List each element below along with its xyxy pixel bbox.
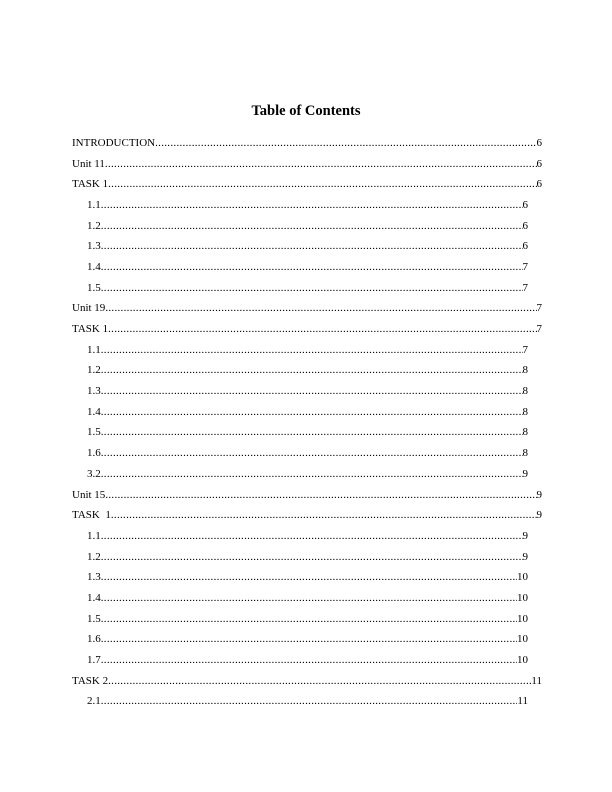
toc-entry-page-number: 10 (517, 591, 528, 604)
toc-entry-label: 1.3 (87, 385, 101, 398)
toc-entry-page-number: 10 (517, 612, 528, 625)
toc-entry-page-number: 6 (536, 136, 542, 149)
toc-entry[interactable] (72, 609, 542, 630)
toc-entry[interactable] (72, 692, 542, 713)
toc-entry[interactable] (72, 174, 542, 195)
toc-entry-label: 1.5 (87, 281, 101, 294)
toc-entry[interactable] (72, 361, 542, 382)
toc-entry[interactable] (72, 588, 542, 609)
toc-entry-page-number: 6 (522, 219, 528, 232)
toc-entry-label: 1.3 (87, 240, 101, 253)
dot-leader (101, 220, 523, 233)
dot-leader (101, 551, 523, 564)
toc-entry-page-number: 10 (517, 571, 528, 584)
toc-entry-label: Unit 11 (72, 157, 105, 170)
dot-leader (105, 302, 536, 315)
toc-entry-page-number: 10 (517, 654, 528, 667)
dot-leader (155, 137, 536, 150)
toc-entry[interactable] (72, 216, 542, 237)
toc-entry-page-number: 7 (536, 323, 542, 336)
dot-leader (105, 158, 537, 171)
toc-entry-page-number: 8 (522, 364, 528, 377)
toc-entry-page-number: 11 (517, 695, 528, 708)
toc-entry-label: TASK 1 (72, 178, 109, 191)
toc-entry-page-number: 11 (531, 674, 542, 687)
toc-entry-label: 1.4 (87, 260, 101, 273)
page-title: Table of Contents (251, 103, 361, 119)
dot-leader (101, 447, 523, 460)
toc-entry-page-number: 8 (522, 426, 528, 439)
toc-entry[interactable] (72, 133, 542, 154)
dot-leader (101, 385, 523, 398)
toc-entry-label: 1.6 (87, 633, 101, 646)
toc-entry[interactable] (72, 505, 542, 526)
toc-entry-label: 3.2 (87, 467, 101, 480)
toc-entry[interactable] (72, 319, 542, 340)
toc-entry[interactable] (72, 547, 542, 568)
toc-entry-label: Unit 15 (72, 488, 106, 501)
toc-entry-label: 1.1 (87, 529, 101, 542)
toc-entry-page-number: 7 (522, 281, 528, 294)
toc-entry-label: 1.6 (87, 447, 101, 460)
dot-leader (101, 344, 523, 357)
toc-entry-label: TASK 2 (72, 674, 109, 687)
dot-leader (101, 530, 523, 543)
dot-leader (101, 654, 517, 667)
toc-entry[interactable] (72, 340, 542, 361)
toc-entry[interactable] (72, 299, 542, 320)
toc-entry-page-number: 7 (536, 302, 542, 315)
toc-entry-label: TASK 1 (72, 323, 109, 336)
toc-entry-label: 2.1 (87, 695, 101, 708)
toc-entry[interactable] (72, 464, 542, 485)
toc-entry[interactable] (72, 526, 542, 547)
toc-entry-page-number: 8 (522, 385, 528, 398)
dot-leader (101, 261, 523, 274)
toc-entry[interactable] (72, 236, 542, 257)
toc-entry[interactable] (72, 278, 542, 299)
toc-entry-label: Unit 19 (72, 302, 106, 315)
toc-entry[interactable] (72, 567, 542, 588)
toc-entry-label: 1.2 (87, 364, 101, 377)
toc-entry[interactable] (72, 650, 542, 671)
toc-entry[interactable] (72, 423, 542, 444)
dot-leader (105, 489, 536, 502)
toc-entry[interactable] (72, 630, 542, 651)
toc-entry[interactable] (72, 154, 542, 175)
toc-entry[interactable] (72, 257, 542, 278)
dot-leader (101, 199, 523, 212)
toc-entry-label: 1.5 (87, 612, 101, 625)
dot-leader (101, 468, 523, 481)
toc-entry-page-number: 8 (522, 405, 528, 418)
dot-leader (101, 613, 517, 626)
toc-entry[interactable] (72, 402, 542, 423)
toc-entry-page-number: 9 (522, 529, 528, 542)
toc-entry[interactable] (72, 671, 542, 692)
toc-entry-page-number: 9 (536, 488, 542, 501)
dot-leader (108, 675, 531, 688)
toc-entry-label: 1.4 (87, 405, 101, 418)
dot-leader (101, 695, 518, 708)
toc-entry-label: 1.5 (87, 426, 101, 439)
toc-entry-page-number: 8 (522, 447, 528, 460)
toc-entry-label: 1.2 (87, 219, 101, 232)
toc-entry-page-number: 6 (522, 240, 528, 253)
toc-entry-page-number: 6 (536, 178, 542, 191)
toc-entry-label: 1.1 (87, 343, 101, 356)
dot-leader (101, 240, 523, 253)
toc-entry[interactable] (72, 485, 542, 506)
dot-leader (101, 592, 517, 605)
toc-entry-page-number: 7 (522, 260, 528, 273)
toc-entry-page-number: 7 (522, 343, 528, 356)
toc-entry-label: 1.3 (87, 571, 101, 584)
toc-entry-page-number: 9 (536, 509, 542, 522)
dot-leader (108, 323, 536, 336)
dot-leader (101, 571, 517, 584)
dot-leader (101, 364, 523, 377)
toc-entry-page-number: 9 (522, 467, 528, 480)
toc-entry-page-number: 6 (536, 157, 542, 170)
dot-leader (101, 426, 523, 439)
dot-leader (101, 282, 523, 295)
toc-entry-label: 1.4 (87, 591, 101, 604)
toc-entry[interactable] (72, 195, 542, 216)
dot-leader (111, 509, 537, 522)
toc-entry-label: INTRODUCTION (72, 136, 156, 149)
toc-entry[interactable] (72, 443, 542, 464)
toc-entry[interactable] (72, 381, 542, 402)
toc-entry-label: TASK 1 (72, 509, 111, 522)
toc-entry-page-number: 10 (517, 633, 528, 646)
table-of-contents (72, 133, 542, 712)
dot-leader (101, 633, 517, 646)
toc-entry-label: 1.2 (87, 550, 101, 563)
dot-leader (101, 406, 523, 419)
toc-entry-label: 1.1 (87, 198, 101, 211)
toc-entry-label: 1.7 (87, 654, 101, 667)
toc-entry-page-number: 9 (522, 550, 528, 563)
toc-entry-page-number: 6 (522, 198, 528, 211)
dot-leader (108, 178, 536, 191)
